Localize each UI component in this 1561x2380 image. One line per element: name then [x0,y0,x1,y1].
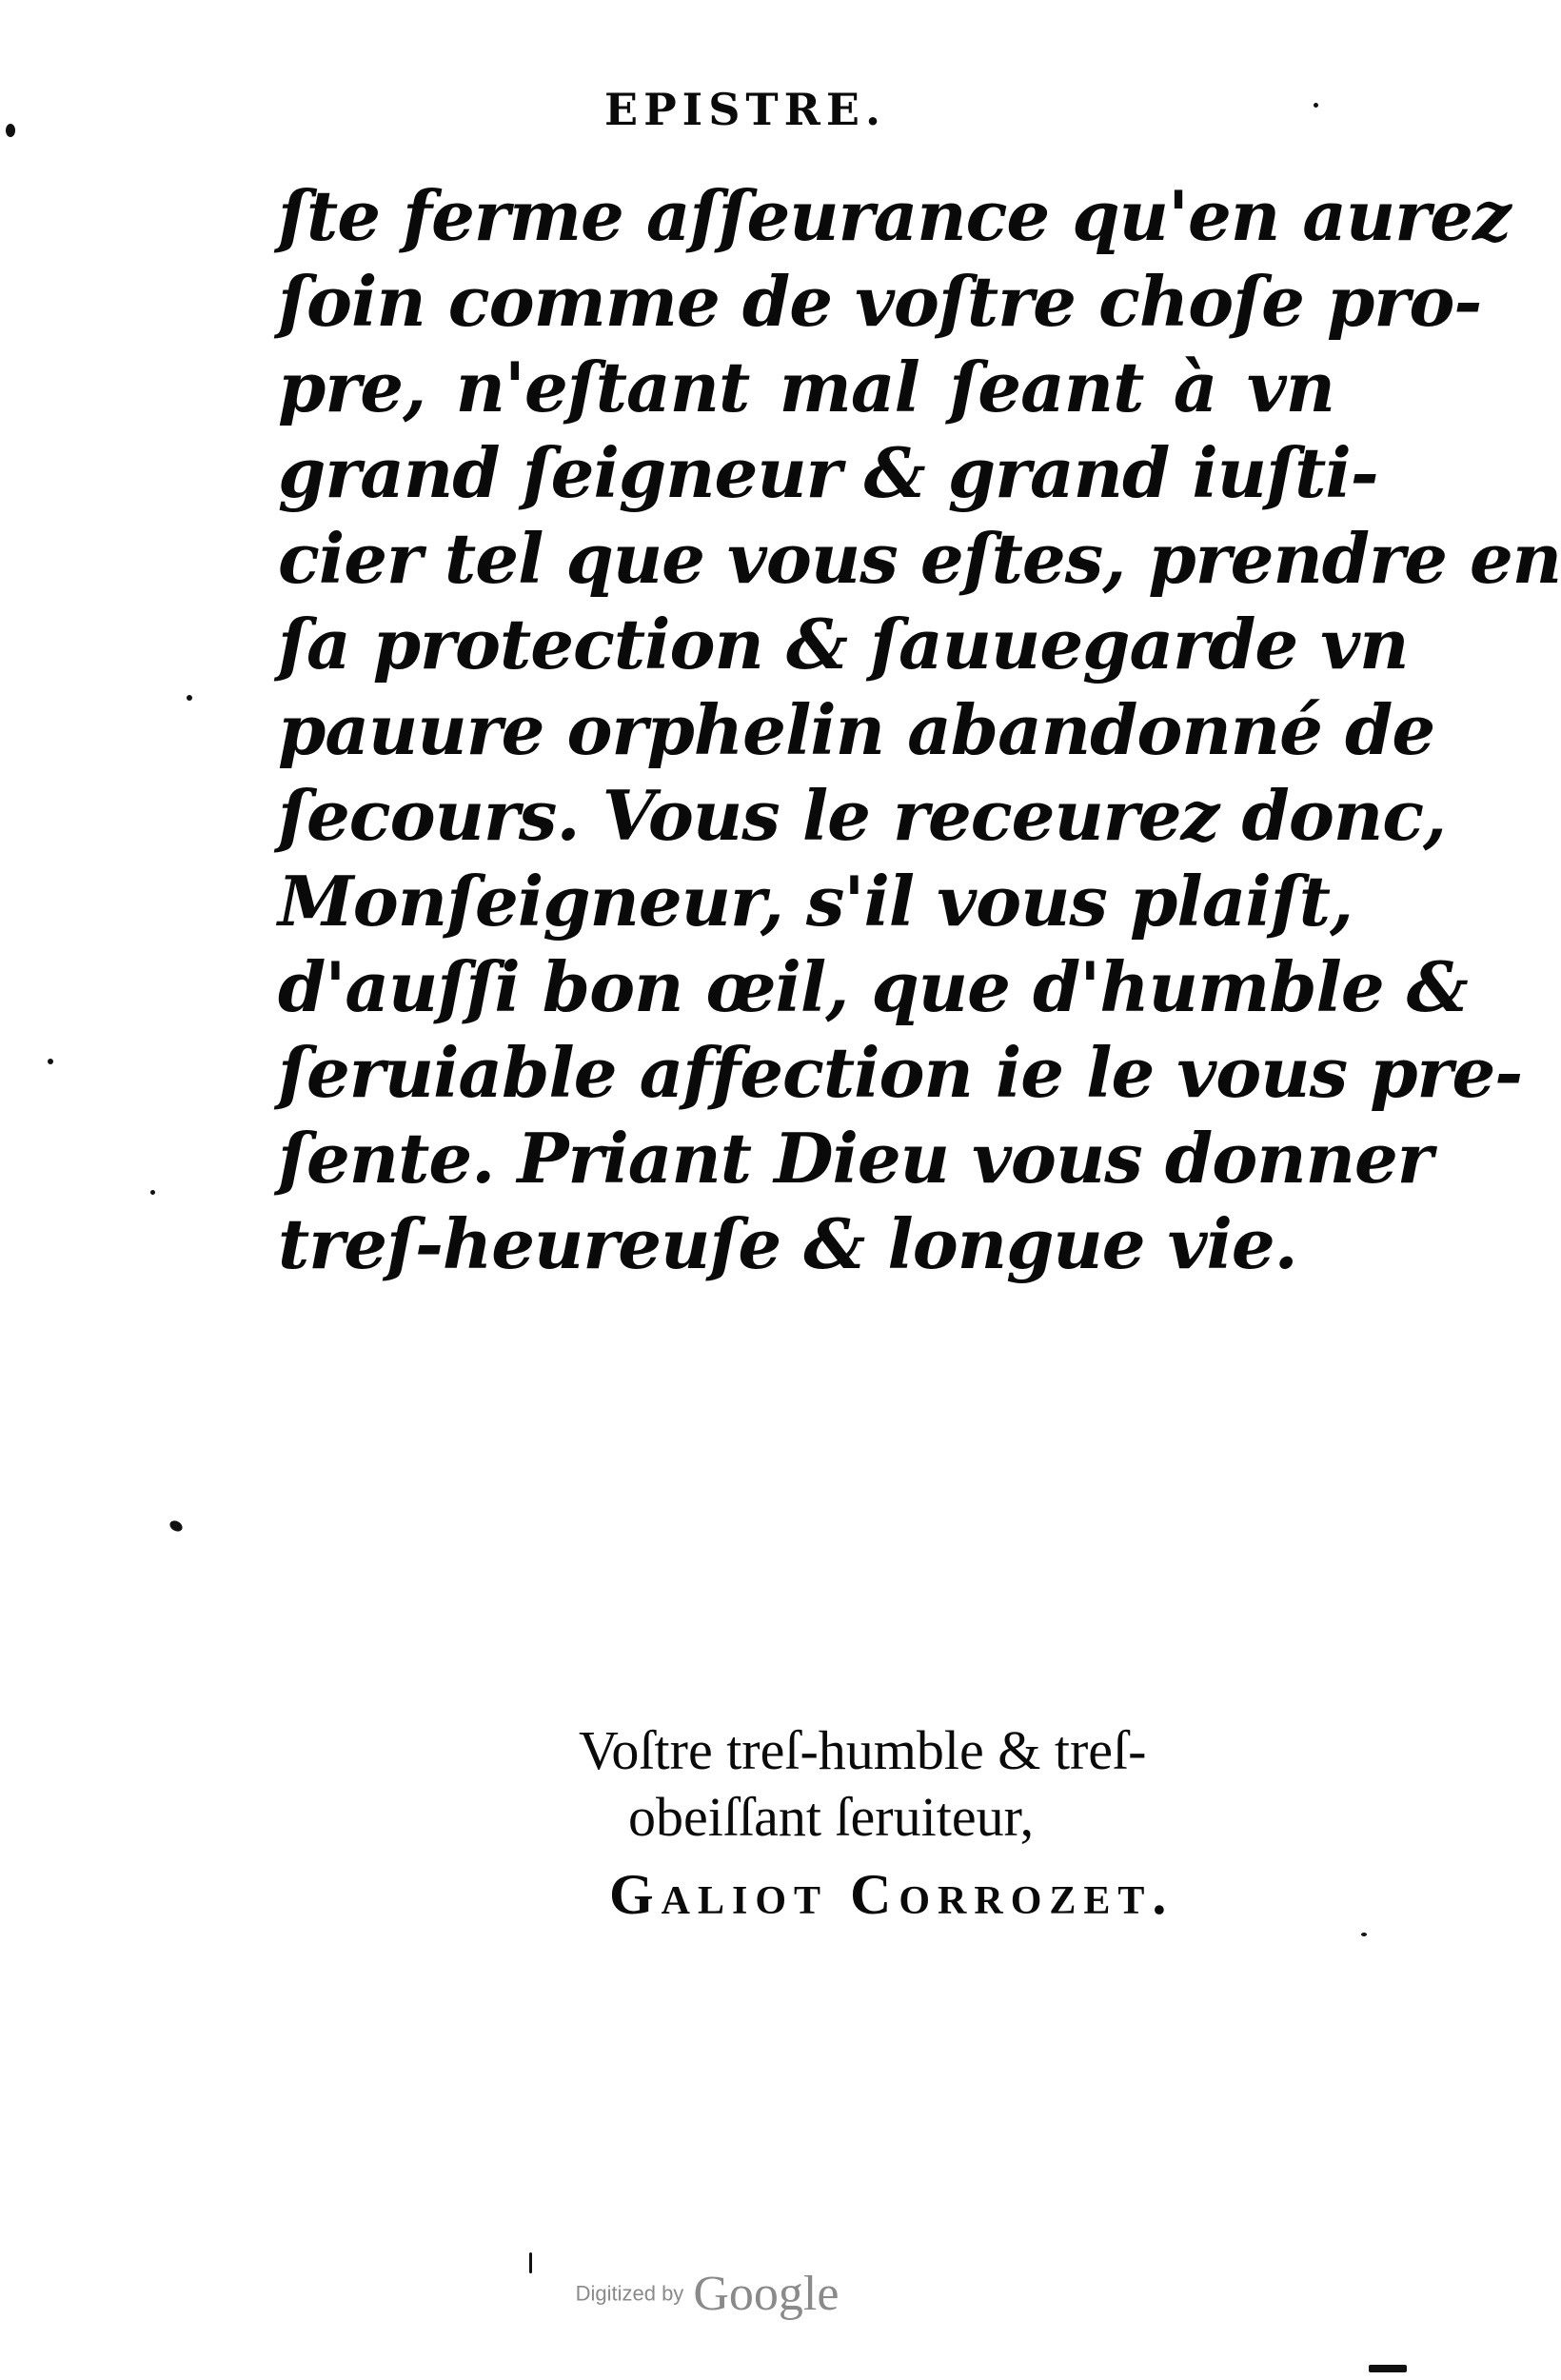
text-line: ſeruiable affection ie le vous pre- [278,1032,1523,1113]
scan-speck [168,1518,184,1534]
text-line: ſoin comme de voſtre choſe pro- [278,261,1482,342]
text-line: Monſeigneur, s'il vous plaiſt, [278,861,1354,942]
text-line: ſa protection & ſauuegarde vn [278,604,1409,684]
text-line: pauure orphelin abandonné de [278,689,1435,770]
scan-speck [1361,1933,1367,1936]
running-title: EPISTRE. [604,84,886,135]
epistle-body [278,173,1561,1287]
scan-speck [48,1059,53,1064]
text-line: pre, n'eſtant mal ſeant à vn [278,347,1334,427]
text-line: treſ-heureuſe & longue vie. [278,1203,1297,1284]
scan-speck [1369,2365,1407,2372]
signatory-name: Galiot Corrozet. [609,1863,1175,1926]
scan-speck [1314,103,1318,108]
scan-speck [150,1190,155,1195]
watermark-prefix: Digitized by [575,2281,684,2306]
digitization-watermark [0,2266,1414,2322]
scan-speck [6,124,15,137]
text-line: ſente. Priant Dieu vous donner [278,1118,1433,1199]
scan-speck [187,695,192,701]
scan-speck [529,2252,532,2273]
signature-line-1: Voſtre treſ-humble & treſ- [579,1719,1147,1781]
text-line: ſte ferme aſſeurance qu'en aurez [278,175,1511,256]
text-line: d'auſſi bon œil, que d'humble & [278,946,1468,1027]
text-line: grand ſeigneur & grand iuſti- [278,432,1378,513]
text-line: ſecours. Vous le receurez donc, [278,775,1447,856]
watermark-brand: Google [693,2267,840,2321]
signature-line-2: obeiſſant ſeruiteur, [628,1786,1035,1848]
text-line: cier tel que vous eſtes, prendre en [278,518,1561,599]
